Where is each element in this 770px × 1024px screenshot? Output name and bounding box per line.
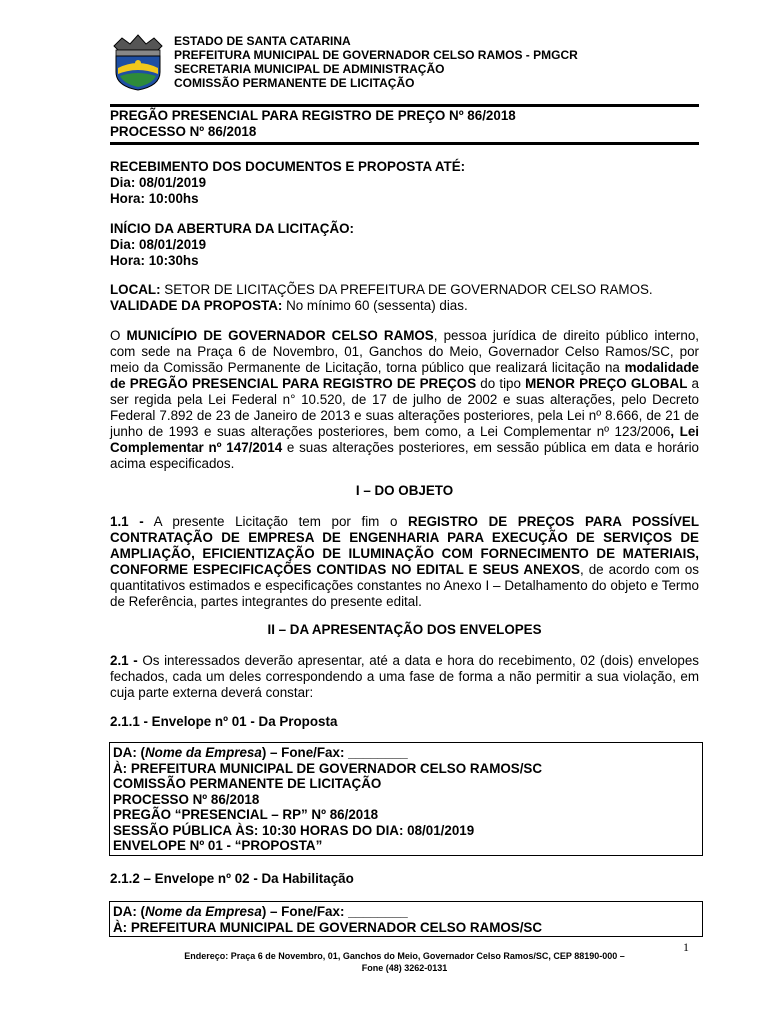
- title-line-2: PROCESSO Nº 86/2018: [110, 124, 257, 139]
- title-line-1: PREGÃO PRESENCIAL PARA REGISTRO DE PREÇO Nº 86/2018: [110, 108, 516, 123]
- intro-text-4: a ser regida pela Lei Federal n° 10.520, de 17 de julho de 2002 e suas alterações, pelo Decreto Federal 7.892 de 23 de Janeiro de 2013 e suas alterações posteriores, pela Lei nº 8.666, de 21 de junho de 1993 e suas alterações posteriores, bem como, a Lei Complementar nº 123/2006: [110, 376, 699, 439]
- envelope-1-label-box: [109, 742, 703, 856]
- company-name-placeholder: Nome da Empresa: [144, 745, 262, 760]
- header-state: ESTADO DE SANTA CATARINA: [174, 34, 351, 48]
- intro-municipality: MUNICÍPIO DE GOVERNADOR CELSO RAMOS: [126, 328, 434, 343]
- section-1-object: REGISTRO DE PREÇOS PARA POSSÍVEL CONTRATAÇÃO DE EMPRESA DE ENGENHARIA PARA EXECUÇÃO DE SERVIÇOS DE AMPLIAÇÃO, EFICIENTIZAÇÃO DE ILUMINAÇÃO COM FORNECIMENTO DE MATERIAIS, CONFORME ESPECIFICAÇÕES CONTIDAS NO EDITAL E SEUS ANEXOS: [110, 514, 700, 577]
- intro-modality: modalidade de PREGÃO PRESENCIAL PARA REGISTRO DE PREÇOS: [110, 360, 699, 391]
- envelope-2-from: [113, 904, 702, 920]
- from-prefix: DA: (: [113, 745, 145, 760]
- intro-text-5: e suas alterações posteriores, em sessão pública em data e horário acima especificados.: [110, 440, 699, 471]
- validity-text: No mínimo 60 (sessenta) dias.: [282, 298, 468, 313]
- section-2-text: Os interessados deverão apresentar, até a data e hora do recebimento, 02 (dois) envelopes fechados, cada um deles correspondendo a uma fase de forma a não permitir a sua violação, em cuja parte externa deverá constar:: [110, 653, 699, 700]
- title-bottom-rule: [110, 142, 699, 145]
- intro-type: MENOR PREÇO GLOBAL: [525, 376, 688, 391]
- intro-text-3: do tipo: [476, 376, 526, 391]
- company-name-placeholder: Nome da Empresa: [144, 904, 262, 919]
- clause-number-1-1: 1.1 -: [110, 514, 144, 529]
- section-1-1-paragraph: [110, 514, 699, 610]
- local-label: LOCAL:: [110, 282, 161, 297]
- receipt-hour: Hora: 10:00hs: [110, 191, 199, 206]
- letterhead: [110, 30, 700, 92]
- from-suffix: ) – Fone/Fax: ________: [261, 745, 408, 760]
- footer-address: Endereço: Praça 6 de Novembro, 01, Ganchos do Meio, Governador Celso Ramos/SC, CEP 88190-000 –: [184, 951, 625, 961]
- envelope-1-title: ENVELOPE Nº 01 - “PROPOSTA”: [113, 838, 323, 853]
- envelope-2-to: À: PREFEITURA MUNICIPAL DE GOVERNADOR CELSO RAMOS/SC: [113, 919, 543, 935]
- receipt-heading: RECEBIMENTO DOS DOCUMENTOS E PROPOSTA ATÉ:: [110, 159, 466, 174]
- letterhead-text: [174, 34, 578, 90]
- intro-law-147: , Lei Complementar nº 147/2014: [110, 424, 700, 455]
- section-2-1-paragraph: [110, 653, 699, 701]
- envelope-2-label-box: [109, 901, 703, 937]
- envelope-1-commission: COMISSÃO PERMANENTE DE LICITAÇÃO: [113, 776, 382, 791]
- section-1-text-1: A presente Licitação tem por fim o: [143, 514, 409, 529]
- header-secretariat: SECRETARIA MUNICIPAL DE ADMINISTRAÇÃO: [174, 62, 445, 76]
- local-text: SETOR DE LICITAÇÕES DA PREFEITURA DE GOVERNADOR CELSO RAMOS.: [160, 282, 653, 297]
- validity-line: [110, 298, 699, 314]
- footer-phone: Fone (48) 3262-0131: [361, 963, 448, 973]
- municipal-crest-icon: [110, 32, 166, 92]
- section-1-heading: I – DO OBJETO: [355, 483, 454, 498]
- section-1-text-2: , de acordo com os quantitativos estimados e especificações constantes no Anexo I – Detalhamento do objeto e Termo de Referência, partes integrantes do presente edital.: [110, 562, 699, 609]
- opening-hour: Hora: 10:30hs: [110, 253, 199, 268]
- clause-number-2-1: 2.1 -: [110, 653, 138, 668]
- local-block: [110, 282, 699, 314]
- page-footer: [110, 950, 699, 974]
- page-number: 1: [683, 940, 689, 954]
- envelope-1-process: PROCESSO Nº 86/2018: [113, 791, 260, 807]
- opening-heading: INÍCIO DA ABERTURA DA LICITAÇÃO:: [110, 221, 354, 236]
- opening-day: Dia: 08/01/2019: [110, 237, 207, 252]
- validity-label: VALIDADE DA PROPOSTA:: [110, 298, 283, 313]
- intro-paragraph: [110, 328, 699, 472]
- from-prefix: DA: (: [113, 904, 145, 919]
- envelope-1-pregao: PREGÃO “PRESENCIAL – RP” Nº 86/2018: [113, 807, 379, 822]
- header-prefecture: PREFEITURA MUNICIPAL DE GOVERNADOR CELSO RAMOS - PMGCR: [174, 48, 578, 62]
- receipt-day: Dia: 08/01/2019: [110, 175, 207, 190]
- section-2-heading: II – DA APRESENTAÇÃO DOS ENVELOPES: [267, 622, 542, 637]
- document-title: [110, 108, 699, 140]
- title-top-rule: [110, 104, 699, 107]
- local-line: [110, 282, 699, 298]
- intro-text-1: O: [110, 328, 127, 343]
- envelope-1-session: SESSÃO PÚBLICA ÀS: 10:30 HORAS DO DIA: 08/01/2019: [113, 822, 475, 838]
- envelope-1-to: À: PREFEITURA MUNICIPAL DE GOVERNADOR CELSO RAMOS/SC: [113, 760, 543, 776]
- from-suffix: ) – Fone/Fax: ________: [261, 904, 408, 919]
- envelope-1-from: [113, 745, 702, 761]
- intro-text-2: , pessoa jurídica de direito público interno, com sede na Praça 6 de Novembro, 01, Ganchos do Meio, Governador Celso Ramos/SC, por meio da Comissão Permanente de Licitação, torna público que realizará licitação na: [110, 328, 700, 375]
- envelope-1-heading: 2.1.1 - Envelope nº 01 - Da Proposta: [110, 714, 338, 729]
- header-commission: COMISSÃO PERMANENTE DE LICITAÇÃO: [174, 76, 415, 90]
- envelope-2-heading: 2.1.2 – Envelope nº 02 - Da Habilitação: [110, 871, 354, 886]
- receipt-block: [110, 159, 699, 207]
- opening-block: [110, 221, 699, 269]
